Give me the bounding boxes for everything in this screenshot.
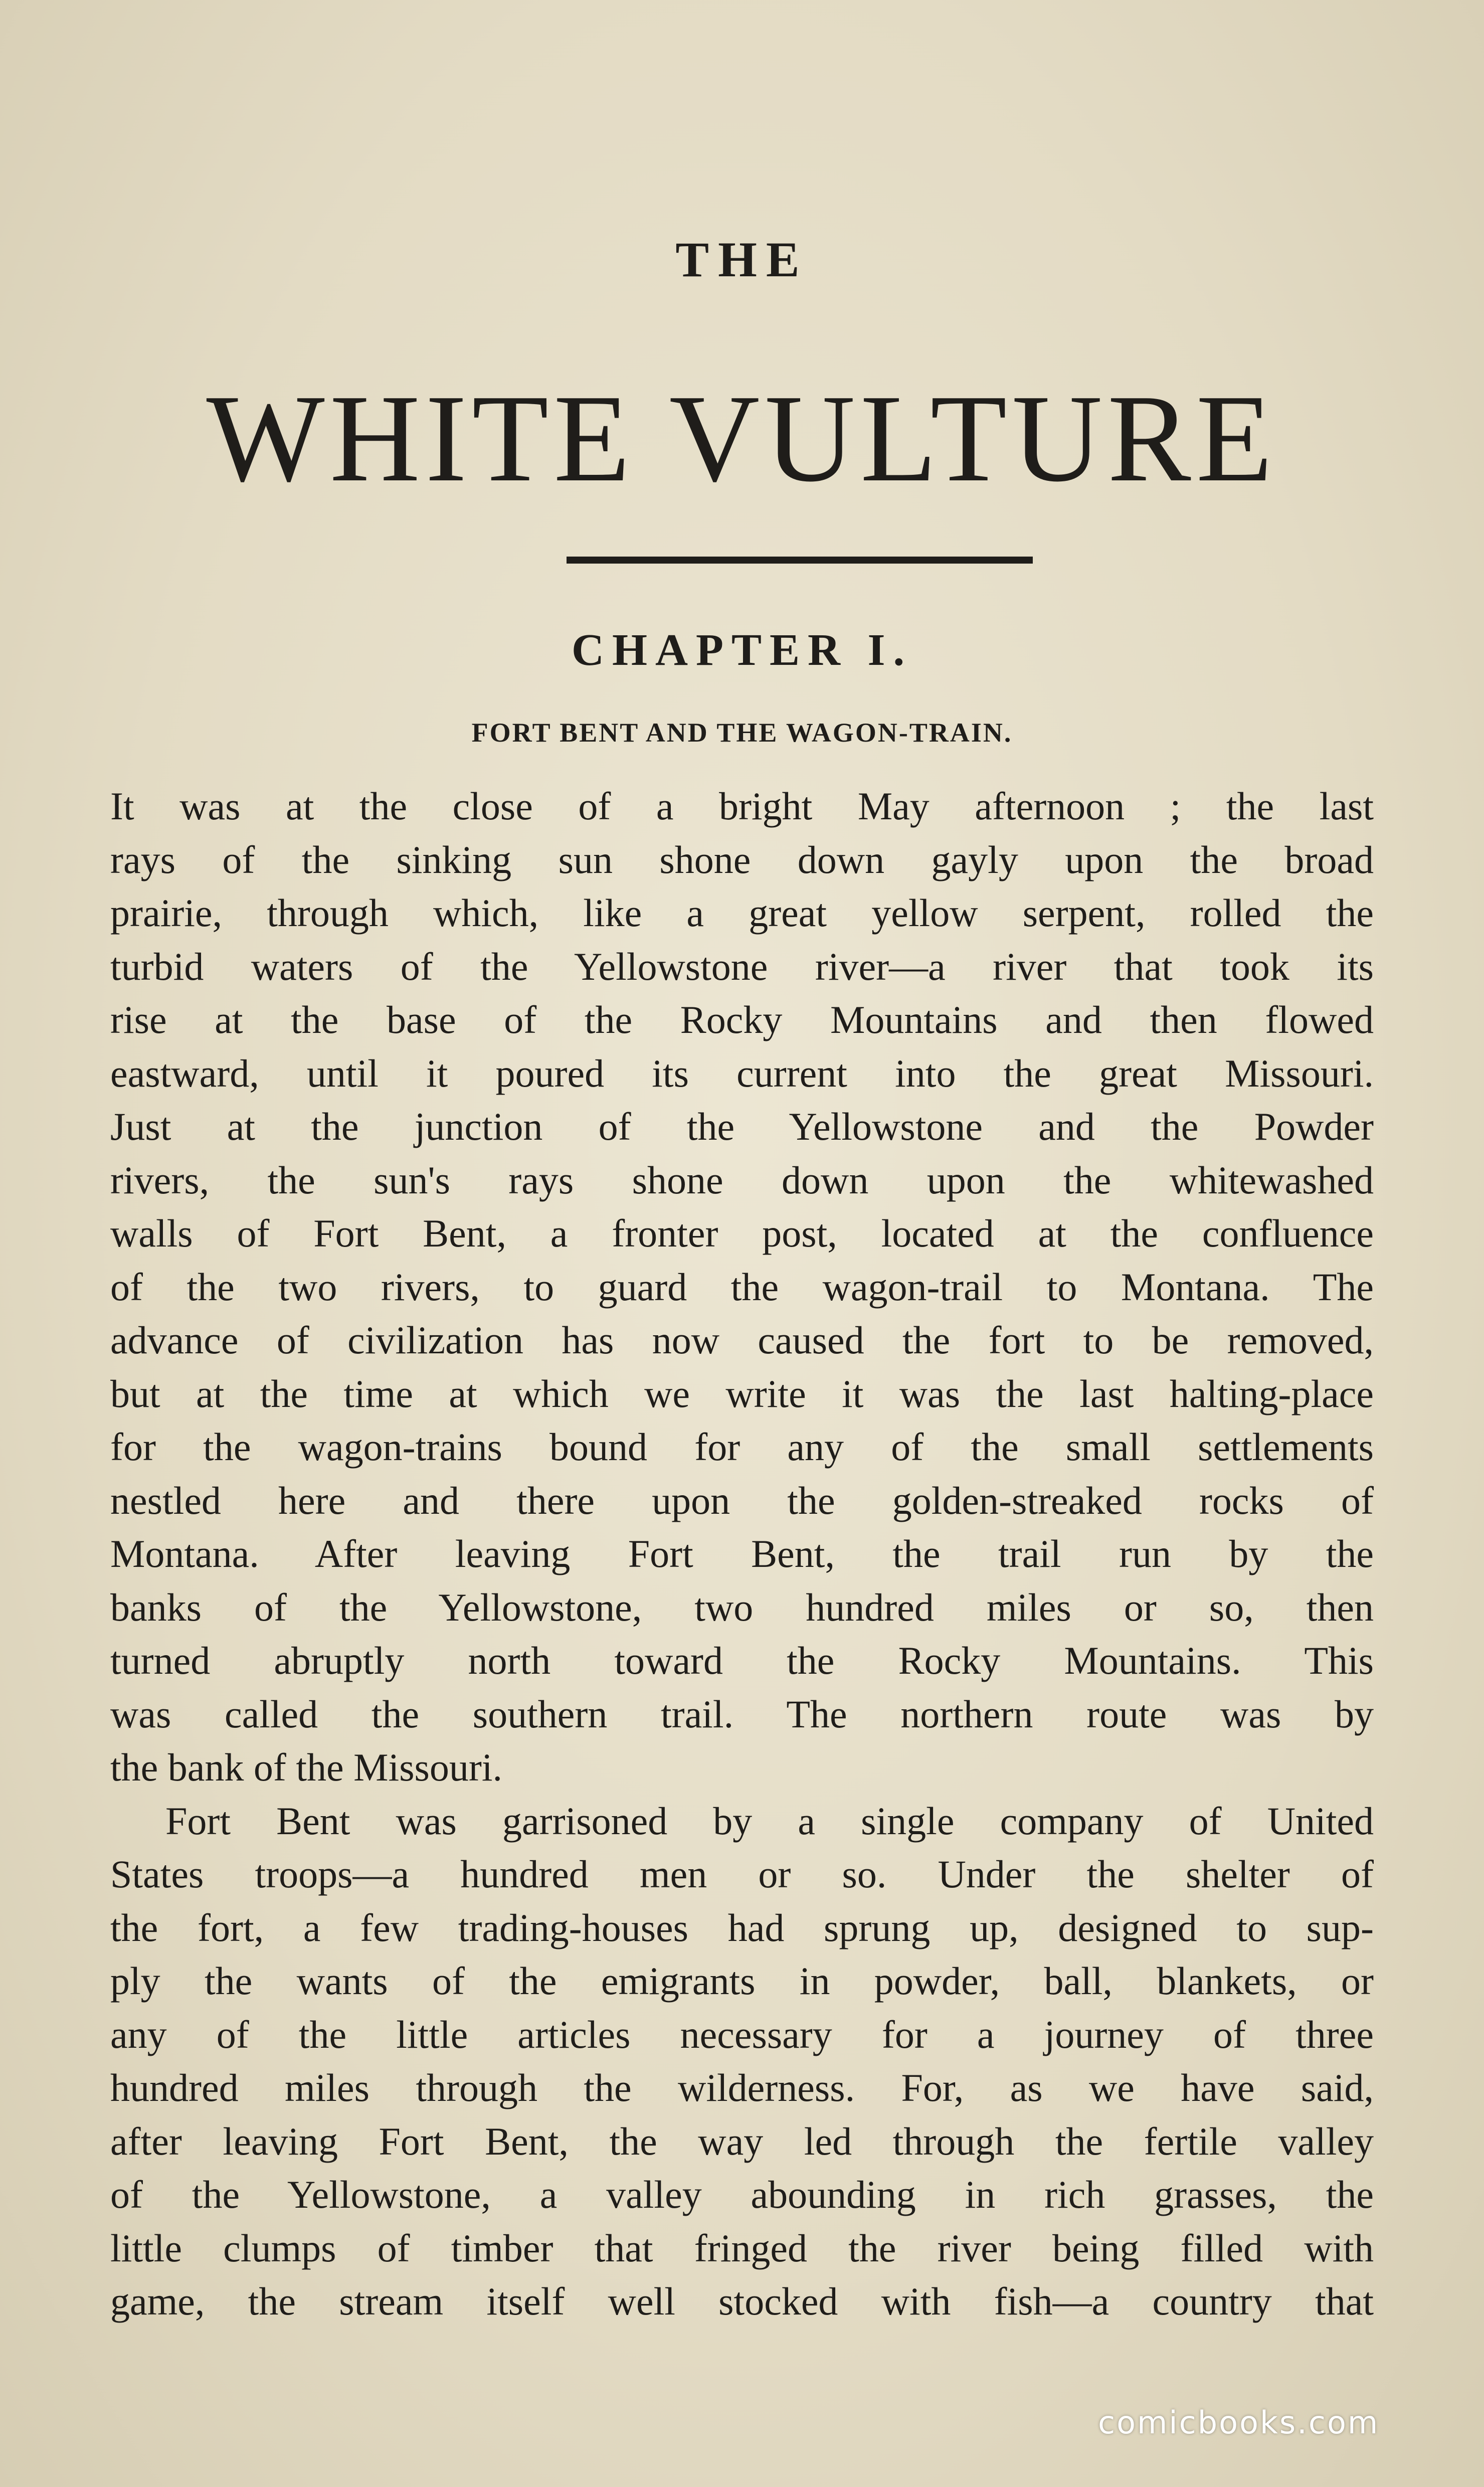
text-line: for the wagon-trains bound for any of the small settlements [110, 1425, 1374, 1469]
chapter-heading: CHAPTER I. [571, 625, 913, 675]
text-line: Fort Bent was garrisoned by a single company of United [165, 1799, 1374, 1843]
text-line: little clumps of timber that fringed the river being filled with [110, 2226, 1374, 2270]
text-line: rise at the base of the Rocky Mountains and then flowed [110, 998, 1374, 1041]
text-line: was called the southern trail. The northern route was by [110, 1692, 1374, 1736]
text-line: States troops—a hundred men or so. Under the shelter of [110, 1852, 1374, 1896]
chapter-subheading: FORT BENT AND THE WAGON-TRAIN. [471, 718, 1013, 748]
text-line: prairie, through which, like a great yellow serpent, rolled the [110, 891, 1374, 935]
text-line: of the Yellowstone, a valley abounding in rich grasses, the [110, 2173, 1374, 2216]
text-line: advance of civilization has now caused the fort to be removed, [110, 1318, 1374, 1362]
watermark: comicbooks.com [1098, 2404, 1380, 2441]
text-line: It was at the close of a bright May afternoon ; the last [110, 784, 1374, 828]
text-line: game, the stream itself well stocked with fish—a country that [110, 2279, 1374, 2323]
text-line: hundred miles through the wilderness. For, as we have said, [110, 2066, 1374, 2109]
text-line: Montana. After leaving Fort Bent, the trail run by the [110, 1532, 1374, 1575]
body-text [110, 780, 1374, 2329]
text-line: turned abruptly north toward the Rocky Mountains. This [110, 1639, 1374, 1682]
text-line: any of the little articles necessary for a journey of three [110, 2012, 1374, 2056]
text-line: ply the wants of the emigrants in powder, ball, blankets, or [110, 1959, 1374, 2003]
text-line: nestled here and there upon the golden-streaked rocks of [110, 1478, 1374, 1522]
text-line: banks of the Yellowstone, two hundred miles or so, then [110, 1585, 1374, 1629]
text-line: walls of Fort Bent, a fronter post, located at the confluence [110, 1211, 1374, 1255]
title-rule [567, 557, 1033, 564]
title-the: THE [675, 232, 809, 287]
text-line: Just at the junction of the Yellowstone and the Powder [110, 1105, 1374, 1148]
text-line: rays of the sinking sun shone down gayly upon the broad [110, 837, 1374, 881]
text-line: but at the time at which we write it was the last halting-place [110, 1371, 1374, 1415]
text-line: eastward, until it poured its current into the great Missouri. [110, 1051, 1374, 1095]
text-line: turbid waters of the Yellowstone river—a river that took its [110, 944, 1374, 988]
book-title: WHITE VULTURE [206, 369, 1278, 508]
text-line: the bank of the Missouri. [110, 1745, 503, 1789]
text-line: the fort, a few trading-houses had sprung up, designed to sup- [110, 1905, 1374, 1949]
text-line: of the two rivers, to guard the wagon-trail to Montana. The [110, 1265, 1374, 1309]
text-line: rivers, the sun's rays shone down upon the whitewashed [110, 1158, 1374, 1202]
text-line: after leaving Fort Bent, the way led through the fertile valley [110, 2119, 1374, 2163]
